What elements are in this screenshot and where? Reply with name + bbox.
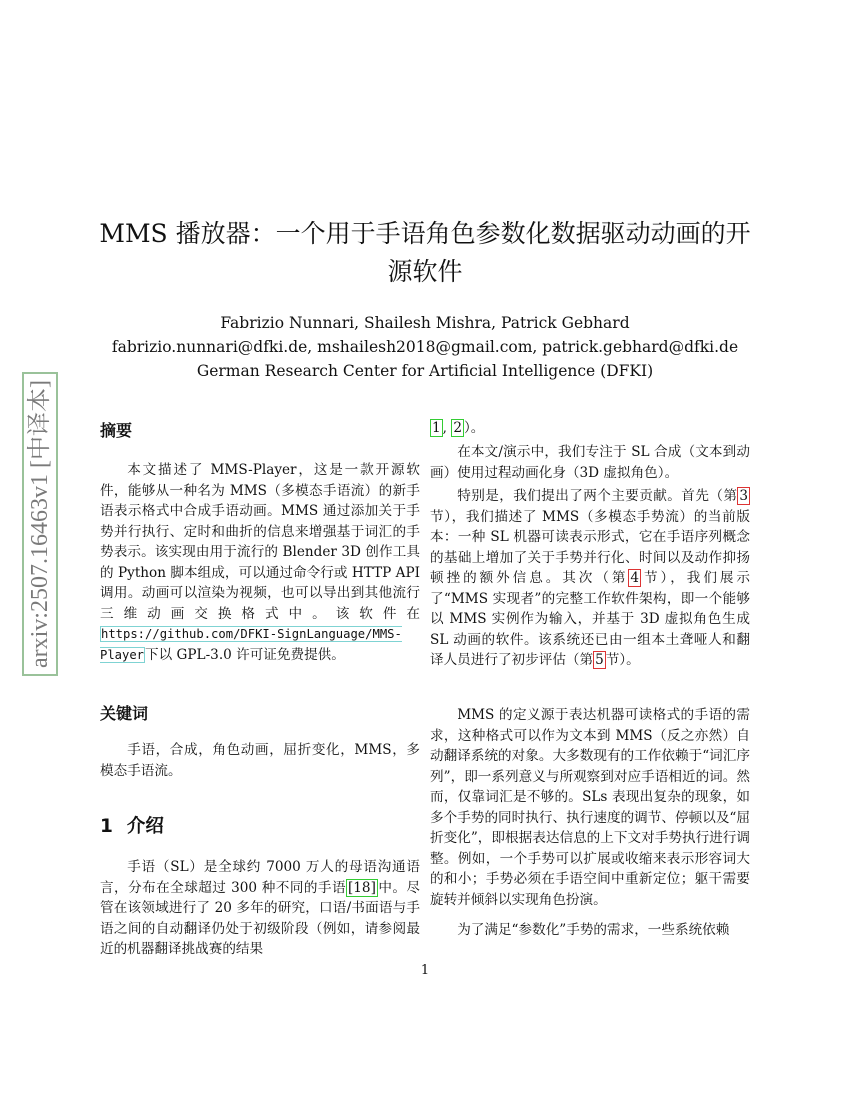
keywords-body xyxy=(100,740,420,781)
section-number: 1 xyxy=(100,816,113,837)
intro-paragraph-1 xyxy=(100,857,420,960)
author-block xyxy=(95,311,755,383)
page-number: 1 xyxy=(420,963,430,978)
intro-text-5: 特别是，我们提出了两个主要贡献。首先（第 xyxy=(457,488,738,504)
intro-paragraph-1-cont: 1 , 2 ）。 xyxy=(432,420,485,436)
section-title: 介绍 xyxy=(126,816,164,837)
intro-text-3: ）。 xyxy=(463,420,485,436)
abstract-text-end: 下以 GPL-3.0 许可证免费提供。 xyxy=(145,646,345,663)
paper-title: MMS 播放器：一个用于手语角色参数化数据驱动动画的开源软件 xyxy=(99,219,751,286)
intro-paragraph-3 xyxy=(430,486,750,671)
intro-text-2: 中。尽管在该领域进行了 20 多年的研究，口语/书面语与手语之间的自动翻译仍处于初级阶段（例如，请参阅最近的机器翻译挑战赛的结果 xyxy=(100,879,420,957)
arxiv-stamp: arxiv:2507.16463v1 [中译本] xyxy=(22,372,58,676)
citation-18[interactable]: [18] xyxy=(347,879,376,896)
section-ref-5[interactable]: 5 xyxy=(595,652,604,668)
abstract-body xyxy=(100,460,420,665)
intro-text-8: 节）。 xyxy=(605,652,640,668)
abstract-text: 本文描述了 MMS-Player，这是一款开源软件，能够从一种名为 MMS（多模态手语流）的新手语表示格式中合成手语动画。MMS 通过添加关于手势并行执行、定时和曲折的信息来增强基于词汇的手势表示。该实现由用于流行的 Blender 3D 创作工具的 Python 脚本组成，可以通过命令行或 HTTP API 调用。动画可以渲染为视频，也可以导出到其他流行三维动画交换格式中。该软件在 xyxy=(100,462,420,622)
keywords-section xyxy=(100,703,420,725)
abstract-heading: 摘要 xyxy=(100,421,133,440)
keywords-heading: 关键词 xyxy=(100,704,149,723)
author-emails: fabrizio.nunnari@dfki.de, mshailesh2018@gmail.com, patrick.gebhard@dfki.de xyxy=(111,338,739,356)
author-affiliation: German Research Center for Artificial Intelligence (DFKI) xyxy=(196,362,654,380)
intro-text-1: 手语（SL）是全球约 7000 万人的母语沟通语言，分布在全球超过 300 种不同的手语 xyxy=(100,859,420,896)
intro-paragraph-2 xyxy=(430,442,750,483)
keywords-text: 手语，合成，角色动画，屈折变化，MMS，多模态手语流。 xyxy=(100,742,420,779)
intro-text-10: 为了满足“参数化”手势的需求，一些系统依赖 xyxy=(457,922,730,938)
citation-2[interactable]: 2 xyxy=(453,420,462,436)
repository-link[interactable]: https://github.com/DFKI-SignLanguage/MMS-Player xyxy=(100,627,402,662)
citation-1[interactable]: 1 xyxy=(432,420,441,436)
section-ref-3[interactable]: 3 xyxy=(739,488,748,504)
intro-text-6: 节），我们描述了 MMS（多模态手势流）的当前版本：一种 SL 机器可读表示形式，它在手语序列概念的基础上增加了关于手势并行化、时间以及动作抑扬顿挫的额外信息。其次（第 xyxy=(430,508,750,586)
intro-text-9: MMS 的定义源于表达机器可读格式的手语的需求，这种格式可以作为文本到 MMS（反之亦然）自动翻译系统的对象。大多数现有的工作依赖于“词汇序列”，即一系列意义与所观察到对应手语相近的词。然而，仅靠词汇是不够的。SLs 表现出复杂的现象，如多个手势的同时执行、执行速度的调节、停顿以及“屈折变化”，即根据表达信息的上下文对手势执行进行调整。例如，一个手势可以扩展或收缩来表示形容词大的和小；手势必须在手语空间中重新定位；躯干需要旋转并倾斜以实现角色扮演。 xyxy=(430,707,750,908)
section-ref-4[interactable]: 4 xyxy=(630,570,640,586)
intro-text-4: 在本文/演示中，我们专注于 SL 合成（文本到动画）使用过程动画化身（3D 虚拟角色）。 xyxy=(430,444,750,481)
intro-text-7: 节），我们展示了“MMS 实现者”的完整工作软件架构，即一个能够以 MMS 实例作为输入，并基于 3D 虚拟角色生成 SL 动画的软件。该系统还已由一组本土聋哑人和翻译人员进行了初步评估（第 xyxy=(430,570,750,668)
intro-heading xyxy=(100,815,420,839)
intro-paragraph-5 xyxy=(430,920,750,941)
abstract-section xyxy=(100,420,420,442)
intro-paragraph-4 xyxy=(430,705,750,910)
author-names: Fabrizio Nunnari, Shailesh Mishra, Patrick Gebhard xyxy=(220,314,630,332)
